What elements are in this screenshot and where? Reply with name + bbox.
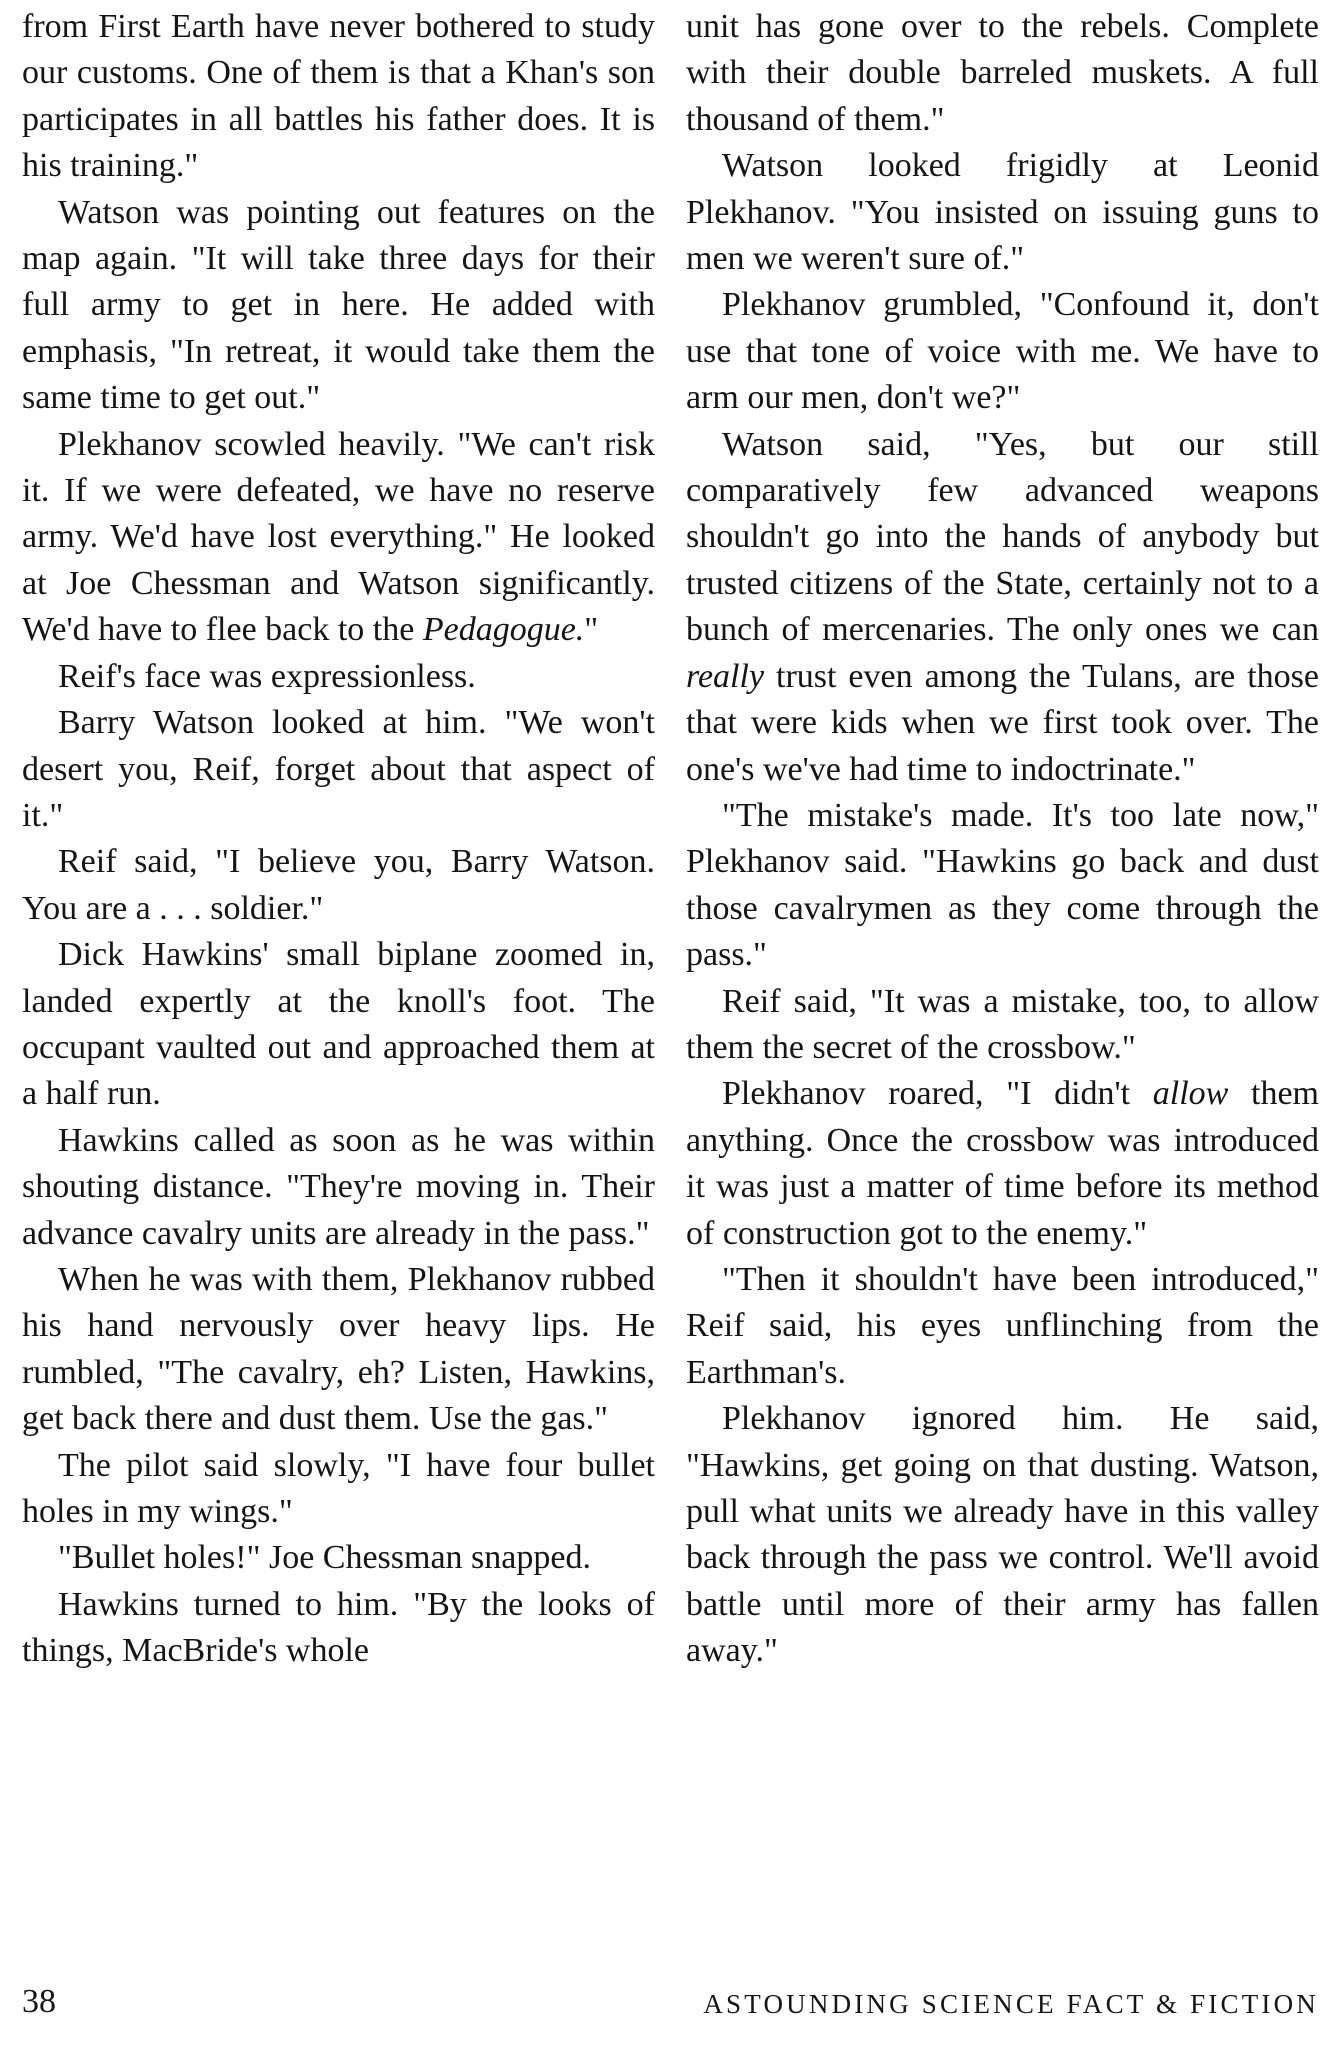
paragraph: "Bullet holes!" Joe Chessman snapped. xyxy=(58,1539,591,1577)
paragraph: unit has gone over to the rebels. Complete with their double barreled muskets. A full thousand of them." xyxy=(686,8,1319,138)
paragraph xyxy=(22,422,655,654)
paragraph: Reif's face was expressionless. xyxy=(58,657,476,695)
right-column xyxy=(686,4,1319,1675)
page-number: 38 xyxy=(22,1983,56,2020)
left-column xyxy=(22,4,655,1675)
paragraph-text: Plekhanov roared, "I didn't xyxy=(722,1075,1153,1113)
paragraph: The pilot said slowly, "I have four bullet holes in my wings." xyxy=(22,1446,655,1530)
paragraph: Plekhanov grumbled, "Confound it, don't use that tone of voice with me. We have to arm our men, don't we?" xyxy=(686,286,1319,417)
running-title: ASTOUNDING SCIENCE FACT & FICTION xyxy=(703,1989,1319,2019)
paragraph: Watson was pointing out features on the map again. "It will take three days for their full army to get in here. He added with emphasis, "In retreat, it would take them the same time to get out." xyxy=(22,193,655,417)
paragraph-text: Watson said, "Yes, but our still comparatively few advanced weapons shouldn't go into the hands of anybody but trusted citizens of the State, certainly not to a bunch of mercenaries. The only ones we can xyxy=(686,425,1319,649)
paragraph-text: Plekhanov scowled heavily. "We can't risk it. If we were defeated, we have no reserve army. We'd have lost everything." He looked at Joe Chessman and Watson significantly. We'd have to flee back to the xyxy=(22,425,655,649)
paragraph: Plekhanov ignored him. He said, "Hawkins, get going on that dusting. Watson, pull what units we already have in this valley back through the pass we control. We'll avoid battle until more of their army has fallen away." xyxy=(686,1400,1319,1670)
ship-name-italic: Pedagogue. xyxy=(422,611,585,649)
emphasis-italic: allow xyxy=(1152,1075,1229,1113)
paragraph-text: them anything. Once the crossbow was introduced it was just a matter of time before its method of construction got to the enemy." xyxy=(686,1075,1319,1252)
page-footer xyxy=(22,1982,1319,2022)
emphasis-italic: really xyxy=(686,657,765,695)
paragraph-text: " xyxy=(584,611,599,649)
paragraph: When he was with them, Plekhanov rubbed his hand nervously over heavy lips. He rumbled, "The cavalry, eh? Listen, Hawkins, get back there and dust them. Use the gas." xyxy=(22,1260,655,1438)
paragraph: Barry Watson looked at him. "We won't desert you, Reif, forget about that aspect of it." xyxy=(22,704,655,834)
paragraph: Hawkins called as soon as he was within shouting distance. "They're moving in. Their advance cavalry units are already in the pass." xyxy=(22,1121,655,1252)
paragraph-text: trust even among the Tulans, are those that were kids when we first took over. The one's we've had time to indoctrinate." xyxy=(686,657,1319,788)
paragraph: Hawkins turned to him. "By the looks of things, MacBride's whole xyxy=(22,1585,655,1670)
paragraph xyxy=(686,1071,1319,1257)
paragraph: Reif said, "It was a mistake, too, to allow them the secret of the crossbow." xyxy=(686,982,1319,1066)
paragraph: "Then it shouldn't have been introduced," Reif said, his eyes unflinching from the Earthman's. xyxy=(686,1260,1319,1391)
paragraph: "The mistake's made. It's too late now," Plekhanov said. "Hawkins go back and dust those cavalrymen as they come through the pass." xyxy=(686,796,1319,974)
paragraph xyxy=(686,422,1319,793)
paragraph: Watson looked frigidly at Leonid Plekhanov. "You insisted on issuing guns to men we weren't sure of." xyxy=(686,147,1319,278)
paragraph: from First Earth have never bothered to study our customs. One of them is that a Khan's son participates in all battles his father does. It is his training." xyxy=(22,8,655,185)
paragraph: Dick Hawkins' small biplane zoomed in, landed expertly at the knoll's foot. The occupant vaulted out and approached them at a half run. xyxy=(22,936,655,1113)
paragraph: Reif said, "I believe you, Barry Watson. You are a . . . soldier." xyxy=(22,843,655,927)
